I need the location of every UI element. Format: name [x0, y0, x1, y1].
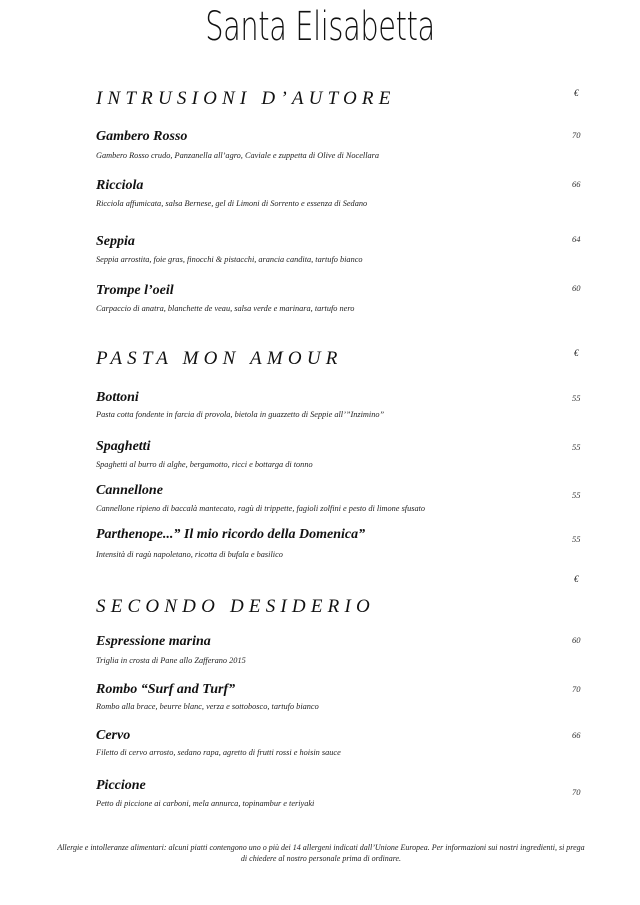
dish-price: 60 [572, 283, 581, 293]
dish-price: 55 [572, 393, 581, 403]
dish-description: Seppia arrostita, foie gras, finocchi & pistacchi, arancia candita, tartufo bianco [96, 255, 363, 264]
dish-price: 55 [572, 442, 581, 452]
dish-description: Pasta cotta fondente in farcia di provola, bietola in guazzetto di Seppie all’”Inzimino” [96, 410, 385, 419]
dish-description: Spaghetti al burro di alghe, bergamotto, ricci e bottarga di tonno [96, 460, 313, 469]
currency-symbol: € [574, 574, 579, 584]
section-title: PASTA MON AMOUR [96, 348, 343, 369]
section-title: INTRUSIONI D’AUTORE [96, 88, 396, 109]
dish-description: Triglia in crosta di Pane allo Zafferano 2015 [96, 656, 246, 665]
dish-price: 64 [572, 234, 581, 244]
dish-name: Cervo [96, 728, 131, 743]
dish-description: Petto di piccione ai carboni, mela annurca, topinambur e teriyaki [96, 799, 315, 808]
dish-description: Carpaccio di anatra, blanchette de veau, salsa verde e marinara, tartufo nero [96, 304, 355, 313]
dish-price: 66 [572, 730, 581, 740]
dish-price: 70 [572, 130, 581, 140]
dish-name: Piccione [96, 778, 146, 793]
dish-price: 70 [572, 684, 581, 694]
dish-name: Rombo “Surf and Turf” [96, 682, 236, 697]
dish-price: 55 [572, 534, 581, 544]
dish-description: Rombo alla brace, beurre blanc, verza e sottobosco, tartufo bianco [96, 702, 319, 711]
currency-symbol: € [574, 348, 579, 358]
allergen-note: Allergie e intolleranze alimentari: alcuni piatti contengono uno o più dei 14 allergeni indicati dall’Unione Europea. Per informazioni sui nostri ingredienti, si prega di chiedere al nostro personale prima di ordinare. [57, 843, 585, 863]
restaurant-logo: Santa Elisabetta [205, 4, 435, 50]
dish-description: Gambero Rosso crudo, Panzanella all’agro, Caviale e zuppetta di Olive di Nocellara [96, 151, 380, 160]
dish-description: Filetto di cervo arrosto, sedano rapa, agretto di frutti rossi e hoisin sauce [96, 748, 341, 757]
section-title: SECONDO DESIDERIO [96, 596, 375, 617]
dish-name: Ricciola [96, 178, 144, 193]
dish-name: Seppia [96, 234, 135, 249]
dish-name: Trompe l’oeil [96, 283, 174, 298]
dish-description: Ricciola affumicata, salsa Bernese, gel di Limoni di Sorrento e essenza di Sedano [96, 199, 368, 208]
dish-price: 70 [572, 787, 581, 797]
dish-price: 66 [572, 179, 581, 189]
dish-description: Cannellone ripieno di baccalà mantecato, ragù di trippette, fagioli zolfini e pesto di limone sfusato [96, 504, 426, 513]
dish-name: Espressione marina [96, 634, 211, 649]
dish-name: Cannellone [96, 483, 163, 498]
dish-price: 60 [572, 635, 581, 645]
dish-price: 55 [572, 490, 581, 500]
dish-name: Parthenope...” Il mio ricordo della Domenica” [96, 527, 366, 542]
dish-name: Gambero Rosso [96, 129, 188, 144]
dish-name: Bottoni [96, 390, 139, 405]
dish-name: Spaghetti [96, 439, 151, 454]
dish-description: Intensità di ragù napoletano, ricotta di bufala e basilico [96, 550, 283, 559]
currency-symbol: € [574, 88, 579, 98]
